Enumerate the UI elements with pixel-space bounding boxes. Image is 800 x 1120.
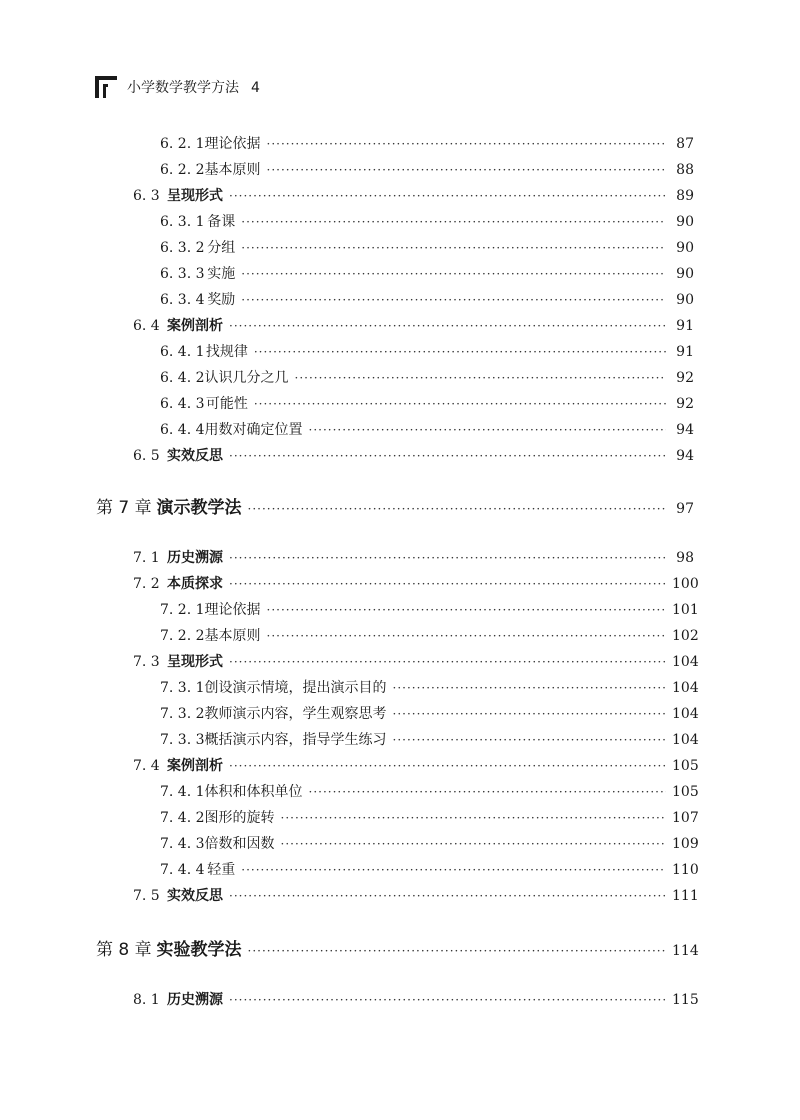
dot-leader bbox=[309, 782, 666, 802]
entry-number: 7. 4. 3 bbox=[160, 836, 205, 852]
book-title: 小学数学教学方法 bbox=[127, 80, 239, 96]
entry-page: 90 bbox=[676, 292, 694, 308]
entry-title: 理论依据 bbox=[204, 136, 261, 152]
subsection-entry bbox=[160, 600, 699, 620]
subsection-entry bbox=[160, 342, 694, 362]
entry-number: 7. 3 bbox=[133, 654, 160, 670]
entry-number: 6. 4 bbox=[133, 318, 160, 334]
entry-title: 用数对确定位置 bbox=[204, 422, 303, 438]
entry-page: 94 bbox=[676, 448, 694, 464]
dot-leader bbox=[229, 316, 666, 336]
entry-title: 教师演示内容，学生观察思考 bbox=[204, 706, 387, 722]
entry-number: 7. 2 bbox=[133, 576, 160, 592]
dot-leader bbox=[267, 600, 666, 620]
entry-page: 98 bbox=[676, 550, 694, 566]
dot-leader bbox=[229, 574, 666, 594]
entry-page: 104 bbox=[672, 680, 699, 696]
entry-number: 7. 2. 1 bbox=[160, 602, 205, 618]
entry-page: 107 bbox=[672, 810, 699, 826]
subsection-entry bbox=[160, 134, 694, 154]
entry-title: 呈现形式 bbox=[167, 188, 224, 204]
dot-leader bbox=[241, 264, 666, 284]
entry-number: 6. 2. 1 bbox=[160, 136, 205, 152]
dot-leader bbox=[309, 420, 666, 440]
section-entry bbox=[133, 548, 694, 568]
dot-leader bbox=[393, 704, 666, 724]
entry-number: 7. 2. 2 bbox=[160, 628, 205, 644]
entry-title: 图形的旋转 bbox=[204, 810, 275, 826]
entry-page: 92 bbox=[676, 370, 694, 386]
subsection-entry bbox=[160, 212, 694, 232]
subsection-entry bbox=[160, 782, 699, 802]
entry-page: 90 bbox=[676, 240, 694, 256]
dot-leader bbox=[267, 160, 666, 180]
subsection-entry bbox=[160, 704, 699, 724]
dot-leader bbox=[229, 756, 666, 776]
entry-page: 88 bbox=[676, 162, 694, 178]
section-entry bbox=[133, 186, 694, 206]
dot-leader bbox=[241, 212, 666, 232]
entry-page: 101 bbox=[672, 602, 699, 618]
subsection-entry bbox=[160, 626, 699, 646]
dot-leader bbox=[229, 652, 666, 672]
dot-leader bbox=[241, 238, 666, 258]
entry-title: 实施 bbox=[207, 266, 236, 282]
dot-leader bbox=[229, 186, 666, 206]
entry-number: 7. 3. 1 bbox=[160, 680, 205, 696]
entry-title: 奖励 bbox=[207, 292, 236, 308]
entry-number: 6. 5 bbox=[133, 448, 160, 464]
subsection-entry bbox=[160, 860, 699, 880]
entry-title: 案例剖析 bbox=[167, 758, 224, 774]
entry-title: 实效反思 bbox=[167, 448, 224, 464]
dot-leader bbox=[393, 730, 666, 750]
entry-page: 110 bbox=[672, 862, 699, 878]
entry-number: 6. 4. 2 bbox=[160, 370, 205, 386]
entry-title: 案例剖析 bbox=[167, 318, 224, 334]
entry-number: 7. 3. 3 bbox=[160, 732, 205, 748]
subsection-entry bbox=[160, 420, 694, 440]
entry-number: 7. 4. 4 bbox=[160, 862, 205, 878]
entry-title: 历史溯源 bbox=[167, 992, 224, 1008]
subsection-entry bbox=[160, 394, 694, 414]
subsection-entry bbox=[160, 264, 694, 284]
entry-number: 6. 3. 4 bbox=[160, 292, 205, 308]
section-entry bbox=[133, 316, 694, 336]
section-entry bbox=[133, 574, 699, 594]
entry-page: 91 bbox=[676, 318, 694, 334]
subsection-entry bbox=[160, 834, 699, 854]
entry-number: 8. 1 bbox=[133, 992, 160, 1008]
entry-page: 104 bbox=[672, 706, 699, 722]
subsection-entry bbox=[160, 808, 699, 828]
subsection-entry bbox=[160, 238, 694, 258]
subsection-entry bbox=[160, 290, 694, 310]
section-entry bbox=[133, 756, 699, 776]
corner-bracket-icon bbox=[95, 76, 117, 98]
dot-leader bbox=[281, 834, 666, 854]
entry-number: 7. 4 bbox=[133, 758, 160, 774]
entry-number: 6. 3 bbox=[133, 188, 160, 204]
subsection-entry bbox=[160, 678, 699, 698]
section-entry bbox=[133, 652, 699, 672]
entry-title: 可能性 bbox=[205, 396, 248, 412]
dot-leader bbox=[248, 939, 666, 963]
entry-number: 7. 3. 2 bbox=[160, 706, 205, 722]
chapter-entry bbox=[96, 938, 699, 962]
entry-title: 概括演示内容，指导学生练习 bbox=[204, 732, 387, 748]
entry-number: 6. 3. 1 bbox=[160, 214, 205, 230]
entry-page: 87 bbox=[676, 136, 694, 152]
dot-leader bbox=[281, 808, 666, 828]
entry-number: 第 7 章 bbox=[96, 498, 152, 518]
entry-number: 6. 3. 2 bbox=[160, 240, 205, 256]
entry-title: 本质探求 bbox=[167, 576, 224, 592]
subsection-entry bbox=[160, 160, 694, 180]
entry-page: 114 bbox=[672, 943, 699, 959]
entry-title: 基本原则 bbox=[204, 628, 261, 644]
dot-leader bbox=[267, 626, 666, 646]
entry-title: 分组 bbox=[207, 240, 236, 256]
entry-page: 100 bbox=[672, 576, 699, 592]
entry-number: 6. 4. 1 bbox=[160, 344, 205, 360]
dot-leader bbox=[229, 886, 666, 906]
entry-title: 找规律 bbox=[205, 344, 248, 360]
dot-leader bbox=[267, 134, 666, 154]
section-entry bbox=[133, 446, 694, 466]
entry-number: 7. 4. 2 bbox=[160, 810, 205, 826]
dot-leader bbox=[248, 497, 666, 521]
dot-leader bbox=[254, 394, 666, 414]
entry-title: 体积和体积单位 bbox=[204, 784, 303, 800]
subsection-entry bbox=[160, 368, 694, 388]
entry-page: 97 bbox=[676, 501, 694, 517]
dot-leader bbox=[229, 548, 666, 568]
dot-leader bbox=[241, 860, 666, 880]
entry-page: 105 bbox=[672, 784, 699, 800]
chapter-entry bbox=[96, 496, 694, 520]
entry-page: 115 bbox=[672, 992, 699, 1008]
entry-page: 90 bbox=[676, 214, 694, 230]
entry-number: 7. 4. 1 bbox=[160, 784, 205, 800]
entry-number: 6. 3. 3 bbox=[160, 266, 205, 282]
entry-page: 90 bbox=[676, 266, 694, 282]
entry-title: 认识几分之几 bbox=[204, 370, 289, 386]
entry-title: 轻重 bbox=[207, 862, 236, 878]
entry-page: 94 bbox=[676, 422, 694, 438]
dot-leader bbox=[241, 290, 666, 310]
entry-number: 6. 4. 4 bbox=[160, 422, 205, 438]
page-number: 4 bbox=[251, 80, 260, 96]
entry-page: 89 bbox=[676, 188, 694, 204]
entry-page: 104 bbox=[672, 732, 699, 748]
entry-page: 109 bbox=[672, 836, 699, 852]
dot-leader bbox=[254, 342, 666, 362]
dot-leader bbox=[229, 446, 666, 466]
entry-page: 91 bbox=[676, 344, 694, 360]
entry-page: 92 bbox=[676, 396, 694, 412]
entry-title: 基本原则 bbox=[204, 162, 261, 178]
entry-title: 演示教学法 bbox=[156, 498, 242, 518]
section-entry bbox=[133, 886, 699, 906]
entry-page: 104 bbox=[672, 654, 699, 670]
entry-title: 创设演示情境，提出演示目的 bbox=[204, 680, 387, 696]
dot-leader bbox=[295, 368, 666, 388]
entry-number: 7. 5 bbox=[133, 888, 160, 904]
entry-title: 倍数和因数 bbox=[204, 836, 275, 852]
entry-page: 102 bbox=[672, 628, 699, 644]
entry-title: 理论依据 bbox=[204, 602, 261, 618]
entry-page: 111 bbox=[672, 888, 699, 904]
entry-number: 7. 1 bbox=[133, 550, 160, 566]
entry-title: 实效反思 bbox=[167, 888, 224, 904]
entry-page: 105 bbox=[672, 758, 699, 774]
entry-number: 第 8 章 bbox=[96, 940, 152, 960]
entry-title: 备课 bbox=[207, 214, 236, 230]
entry-title: 呈现形式 bbox=[167, 654, 224, 670]
entry-title: 历史溯源 bbox=[167, 550, 224, 566]
entry-number: 6. 2. 2 bbox=[160, 162, 205, 178]
dot-leader bbox=[393, 678, 666, 698]
section-entry bbox=[133, 990, 699, 1010]
subsection-entry bbox=[160, 730, 699, 750]
dot-leader bbox=[229, 990, 666, 1010]
entry-number: 6. 4. 3 bbox=[160, 396, 205, 412]
entry-title: 实验教学法 bbox=[156, 940, 242, 960]
